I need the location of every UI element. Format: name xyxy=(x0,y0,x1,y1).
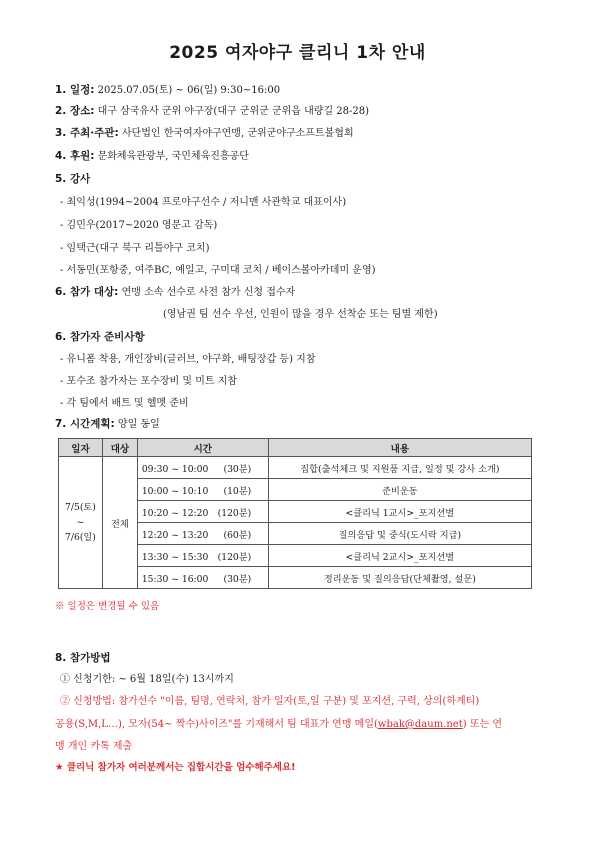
email-link[interactable]: wbak@daum.net xyxy=(377,719,463,730)
header-time: 시간 xyxy=(137,439,268,457)
plan-label: 7. 시간계획: xyxy=(55,418,115,430)
prep-heading: 6. 참가자 준비사항 xyxy=(55,331,145,343)
apply-method-line-2: 공용(S,M,L…), 모자(54~ 짝수)사이즈"를 기재해서 팀 대표가 연맹 메일(wbak@daum.net) 또는 연 xyxy=(55,719,502,730)
date-cell: 7/5(토) ~ 7/6(일) xyxy=(59,457,103,589)
place-value: 대구 삼국유사 군위 야구장(대구 군위군 군위읍 내량길 28-28) xyxy=(94,106,370,117)
schedule-label: 1. 일정: xyxy=(55,84,95,96)
coach-item: - 서동민(포항중, 여주BC, 예일고, 구미대 코치 / 베이스볼아카데미 운영) xyxy=(60,265,376,276)
sponsor-line xyxy=(55,150,249,163)
content-cell: 집합(출석체크 및 지원품 지급, 일정 및 강사 소개) xyxy=(268,457,531,479)
schedule-table xyxy=(58,438,532,589)
content-cell: <클리닉 1교시>_포지션별 xyxy=(268,501,531,523)
apply-method-line-3: 맹 개인 카톡 제출 xyxy=(55,741,133,752)
apply-deadline: ① 신청기한: ~ 6월 18일(수) 13시까지 xyxy=(60,674,234,685)
table-row xyxy=(59,457,532,479)
time-cell: 12:20 ~ 13:20 (60분) xyxy=(137,523,268,545)
place-label: 2. 장소: xyxy=(55,105,95,117)
host-line xyxy=(55,127,354,140)
time-cell: 10:20 ~ 12:20 (120분) xyxy=(137,501,268,523)
sponsor-value: 문화체육관광부, 국민체육진흥공단 xyxy=(94,151,249,162)
host-label: 3. 주최·주관: xyxy=(55,127,119,139)
content-cell: 질의응답 및 중식(도시락 지급) xyxy=(268,523,531,545)
content-cell: 정리운동 및 질의응답(단체촬영, 설문) xyxy=(268,567,531,589)
target-value: 연맹 소속 선수로 사전 참가 신청 접수자 xyxy=(118,287,296,298)
content-cell: 준비운동 xyxy=(268,479,531,501)
time-cell: 09:30 ~ 10:00 (30분) xyxy=(137,457,268,479)
apply-heading: 8. 참가방법 xyxy=(55,652,111,664)
place-line xyxy=(55,105,369,118)
target-cell: 전체 xyxy=(102,457,137,589)
plan-line xyxy=(55,418,160,431)
time-cell: 15:30 ~ 16:00 (30분) xyxy=(137,567,268,589)
page-title: 2025 여자야구 클리니 1차 안내 xyxy=(169,43,426,63)
schedule-line xyxy=(55,84,280,97)
header-target: 대상 xyxy=(102,439,137,457)
host-value: 사단법인 한국여자야구연맹, 군위군야구소프트볼협회 xyxy=(118,128,354,139)
schedule-notice: ※ 일정은 변경될 수 있음 xyxy=(55,601,160,612)
target-line xyxy=(55,286,295,299)
schedule-value: 2025.07.05(토) ~ 06(일) 9:30~16:00 xyxy=(94,85,281,96)
prep-item: - 포수조 참가자는 포수장비 및 미트 지참 xyxy=(60,376,238,387)
sponsor-label: 4. 후원: xyxy=(55,150,95,162)
coach-item: - 최익성(1994~2004 프로야구선수 / 저니맨 사관학교 대표이사) xyxy=(60,197,347,208)
content-cell: <클리닉 2교시>_포지션별 xyxy=(268,545,531,567)
prep-item: - 유니폼 착용, 개인장비(글러브, 야구화, 배팅장갑 등) 지참 xyxy=(60,354,316,365)
target-label: 6. 참가 대상: xyxy=(55,286,119,298)
table-header-row xyxy=(59,439,532,457)
coach-item: - 임택근(대구 북구 리틀야구 코치) xyxy=(60,243,210,254)
prep-item: - 각 팀에서 배트 및 헬멧 준비 xyxy=(60,398,189,409)
header-content: 내용 xyxy=(268,439,531,457)
header-date: 일자 xyxy=(59,439,103,457)
coach-item: - 김민우(2017~2020 영문고 감독) xyxy=(60,220,218,231)
target-note: (영남권 팀 선수 우선, 인원이 많을 경우 선착순 또는 팀별 제한) xyxy=(163,309,438,320)
apply-method-line-1: ② 신청방법: 참가선수 "이름, 팀명, 연락처, 참가 일자(토,일 구분) 및 포지션, 구력, 상의(하계티) xyxy=(60,696,480,707)
time-cell: 13:30 ~ 15:30 (120분) xyxy=(137,545,268,567)
plan-value: 양일 동일 xyxy=(114,419,160,430)
time-cell: 10:00 ~ 10:10 (10분) xyxy=(137,479,268,501)
attendance-notice: ★ 클리닉 참가자 여러분께서는 집합시간을 엄수해주세요! xyxy=(55,762,296,773)
coaches-heading: 5. 강사 xyxy=(55,173,91,185)
